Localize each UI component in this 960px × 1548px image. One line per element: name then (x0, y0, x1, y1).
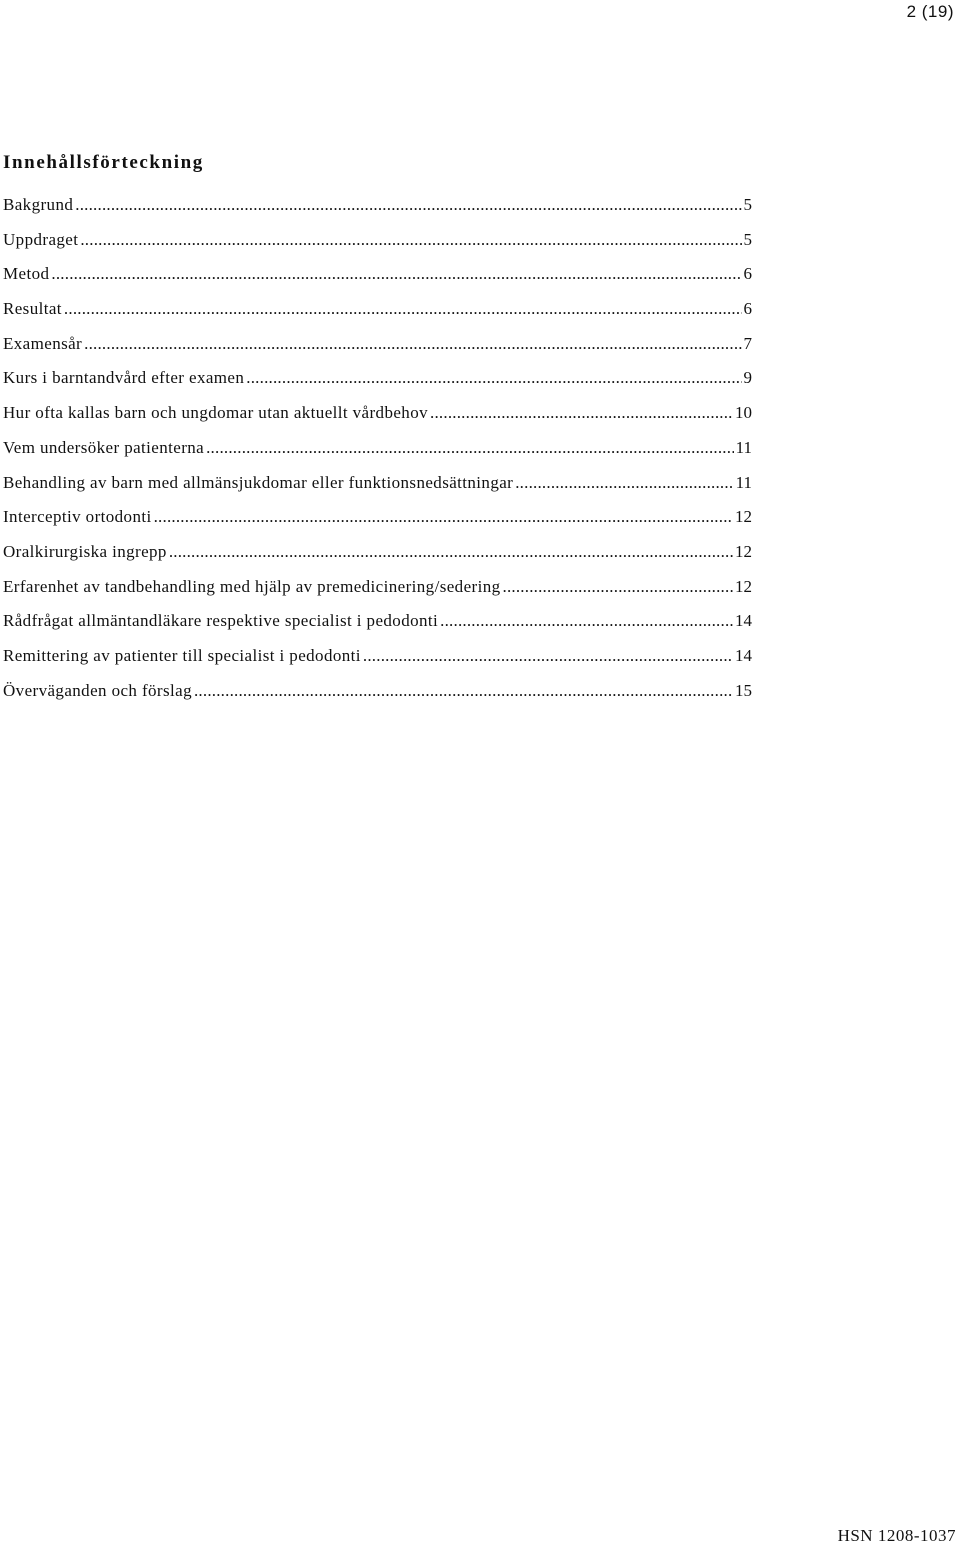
dot-leader (206, 431, 734, 466)
dot-leader (154, 500, 733, 535)
toc-entry-hur-ofta-kallas[interactable] (3, 396, 752, 431)
toc-entry-page: 15 (735, 680, 752, 700)
toc-entry-label: Metod (3, 264, 50, 284)
toc-entry-bakgrund[interactable] (3, 188, 752, 223)
dot-leader (75, 188, 741, 223)
toc-entry-label: Erfarenhet av tandbehandling med hjälp av premedicinering/sedering (3, 576, 501, 596)
toc-entry-label: Överväganden och förslag (3, 680, 192, 700)
toc-entry-page: 7 (743, 333, 752, 353)
toc-entry-label: Rådfrågat allmäntandläkare respektive specialist i pedodonti (3, 611, 439, 631)
toc-entry-page: 11 (735, 472, 752, 492)
toc-entry-page: 12 (735, 576, 752, 596)
toc-entry-page: 11 (735, 437, 752, 457)
dot-leader (80, 223, 741, 258)
toc-entry-remittering[interactable] (3, 639, 752, 674)
dot-leader (51, 257, 741, 292)
toc-entry-label: Vem undersöker patienterna (3, 437, 205, 457)
dot-leader (503, 570, 734, 605)
toc-entry-oralkirurgiska-ingrepp[interactable] (3, 535, 752, 570)
dot-leader (440, 604, 733, 639)
toc-entry-page: 5 (743, 229, 752, 249)
table-of-contents (3, 146, 752, 708)
dot-leader (515, 466, 733, 501)
toc-entry-metod[interactable] (3, 257, 752, 292)
dot-leader (64, 292, 742, 327)
toc-entry-page: 12 (735, 541, 752, 561)
toc-entry-uppdraget[interactable] (3, 223, 752, 258)
toc-entry-page: 6 (743, 264, 752, 284)
toc-entry-label: Hur ofta kallas barn och ungdomar utan aktuellt vårdbehov (3, 403, 429, 423)
toc-entry-label: Uppdraget (3, 229, 79, 249)
footer-issn: HSN 1208-1037 (837, 1526, 956, 1545)
toc-title: Innehållsförteckning (3, 152, 204, 173)
toc-entry-behandling-av-barn[interactable] (3, 466, 752, 501)
toc-list (3, 188, 752, 708)
toc-entry-label: Behandling av barn med allmänsjukdomar eller funktionsnedsättningar (3, 472, 514, 492)
dot-leader (246, 361, 741, 396)
dot-leader (84, 327, 741, 362)
toc-entry-label: Interceptiv ortodonti (3, 507, 152, 527)
toc-entry-label: Resultat (3, 299, 62, 319)
toc-entry-page: 6 (743, 299, 752, 319)
toc-entry-label: Remittering av patienter till specialist i pedodonti (3, 645, 361, 665)
toc-entry-label: Oralkirurgiska ingrepp (3, 541, 167, 561)
toc-entry-page: 14 (735, 611, 752, 631)
toc-entry-page: 5 (743, 195, 752, 214)
toc-entry-page: 12 (735, 507, 752, 527)
toc-entry-radfragat[interactable] (3, 604, 752, 639)
page-number: 2 (19) (906, 2, 954, 21)
toc-entry-kurs-i-barntandvard[interactable] (3, 361, 752, 396)
toc-entry-interceptiv-ortodonti[interactable] (3, 500, 752, 535)
toc-entry-erfarenhet-av-tandbehandling[interactable] (3, 570, 752, 605)
toc-entry-label: Kurs i barntandvård efter examen (3, 368, 245, 388)
toc-entry-vem-undersoker[interactable] (3, 431, 752, 466)
toc-entry-page: 14 (735, 645, 752, 665)
toc-entry-resultat[interactable] (3, 292, 752, 327)
toc-entry-label: Bakgrund (3, 195, 74, 214)
toc-entry-page: 10 (735, 403, 752, 423)
dot-leader (430, 396, 733, 431)
toc-entry-examensar[interactable] (3, 327, 752, 362)
dot-leader (194, 674, 733, 709)
toc-entry-overvaganden[interactable] (3, 674, 752, 709)
toc-entry-label: Examensår (3, 333, 83, 353)
toc-entry-page: 9 (743, 368, 752, 388)
dot-leader (363, 639, 733, 674)
dot-leader (169, 535, 733, 570)
